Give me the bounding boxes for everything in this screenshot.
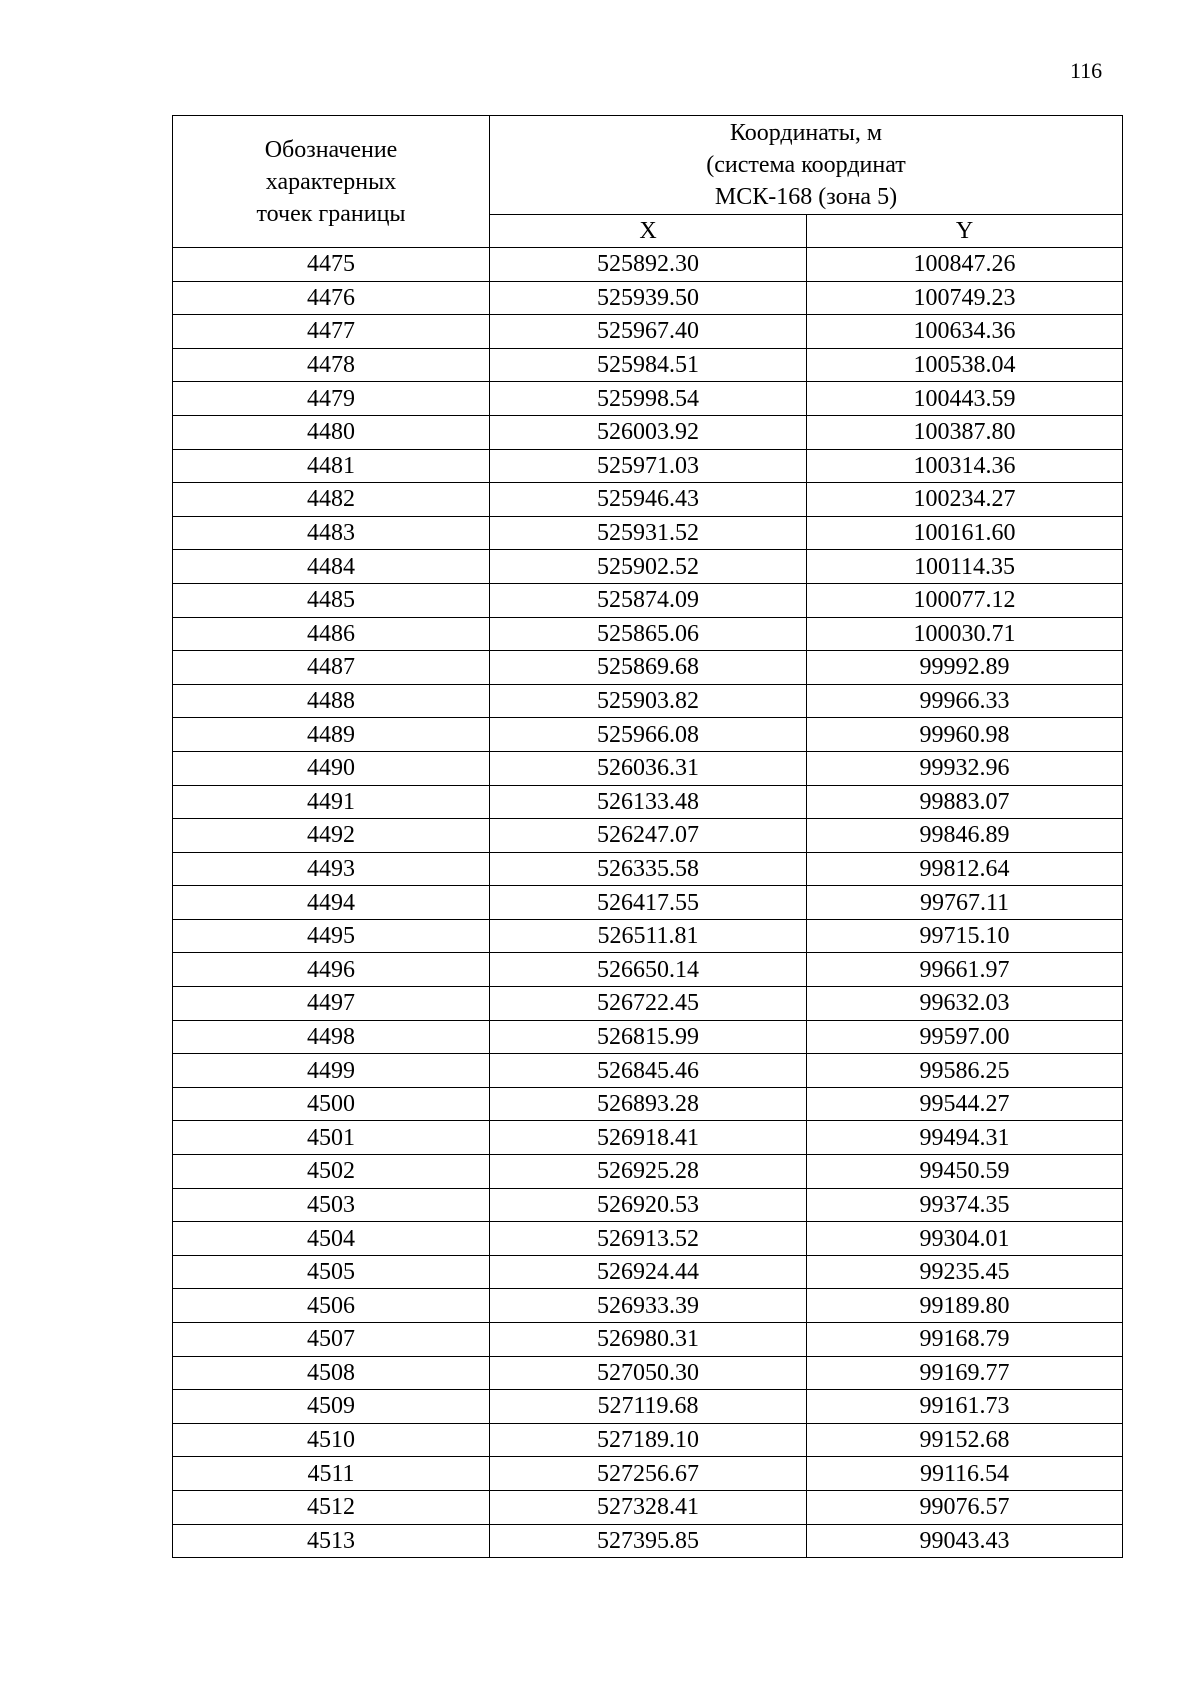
y-coordinate-cell: 99450.59	[807, 1155, 1123, 1189]
x-coordinate-cell: 525902.52	[490, 550, 807, 584]
y-column-header: Y	[807, 215, 1123, 248]
point-id-cell: 4499	[173, 1054, 490, 1088]
point-id-cell: 4503	[173, 1188, 490, 1222]
point-id-cell: 4509	[173, 1390, 490, 1424]
x-coordinate-cell: 525892.30	[490, 248, 807, 282]
table-row	[173, 819, 1123, 853]
x-coordinate-cell: 525946.43	[490, 483, 807, 517]
table-row	[173, 651, 1123, 685]
x-coordinate-cell: 526036.31	[490, 751, 807, 785]
y-coordinate-cell: 100161.60	[807, 516, 1123, 550]
y-coordinate-cell: 100030.71	[807, 617, 1123, 651]
y-coordinate-cell: 99812.64	[807, 852, 1123, 886]
x-column-header: X	[490, 215, 807, 248]
table-row	[173, 1020, 1123, 1054]
y-coordinate-cell: 100749.23	[807, 281, 1123, 315]
x-coordinate-cell: 526247.07	[490, 819, 807, 853]
point-id-cell: 4510	[173, 1423, 490, 1457]
point-id-cell: 4501	[173, 1121, 490, 1155]
point-id-cell: 4493	[173, 852, 490, 886]
x-coordinate-cell: 527328.41	[490, 1490, 807, 1524]
point-id-cell: 4480	[173, 415, 490, 449]
y-coordinate-cell: 99960.98	[807, 718, 1123, 752]
x-coordinate-cell: 526913.52	[490, 1222, 807, 1256]
point-id-cell: 4476	[173, 281, 490, 315]
x-coordinate-cell: 527189.10	[490, 1423, 807, 1457]
table-row	[173, 1390, 1123, 1424]
x-coordinate-cell: 525971.03	[490, 449, 807, 483]
point-id-cell: 4498	[173, 1020, 490, 1054]
y-coordinate-cell: 99076.57	[807, 1490, 1123, 1524]
point-id-cell: 4506	[173, 1289, 490, 1323]
table-row	[173, 1289, 1123, 1323]
point-id-cell: 4494	[173, 886, 490, 920]
coords-header-line-2: (система координат	[706, 152, 906, 178]
point-id-cell: 4485	[173, 583, 490, 617]
x-coordinate-cell: 527256.67	[490, 1457, 807, 1491]
y-coordinate-cell: 99661.97	[807, 953, 1123, 987]
x-coordinate-cell: 526925.28	[490, 1155, 807, 1189]
point-id-cell: 4500	[173, 1087, 490, 1121]
table-row	[173, 348, 1123, 382]
point-id-cell: 4487	[173, 651, 490, 685]
y-coordinate-cell: 99235.45	[807, 1255, 1123, 1289]
x-coordinate-cell: 526845.46	[490, 1054, 807, 1088]
table-row	[173, 987, 1123, 1021]
x-coordinate-cell: 526933.39	[490, 1289, 807, 1323]
coords-header-line-1: Координаты, м	[729, 120, 883, 146]
x-coordinate-cell: 526650.14	[490, 953, 807, 987]
table-row	[173, 1222, 1123, 1256]
table-row	[173, 449, 1123, 483]
point-id-cell: 4488	[173, 684, 490, 718]
y-coordinate-cell: 99715.10	[807, 919, 1123, 953]
table-row	[173, 550, 1123, 584]
x-coordinate-cell: 526722.45	[490, 987, 807, 1021]
x-coordinate-cell: 526980.31	[490, 1323, 807, 1357]
table-row	[173, 382, 1123, 416]
point-id-cell: 4502	[173, 1155, 490, 1189]
table-row	[173, 1323, 1123, 1357]
x-coordinate-cell: 526924.44	[490, 1255, 807, 1289]
table-row	[173, 852, 1123, 886]
point-id-cell: 4507	[173, 1323, 490, 1357]
point-header-line-3: точек границы	[256, 200, 406, 227]
y-coordinate-cell: 99494.31	[807, 1121, 1123, 1155]
table-row	[173, 919, 1123, 953]
x-coordinate-cell: 526003.92	[490, 415, 807, 449]
x-coordinate-cell: 526920.53	[490, 1188, 807, 1222]
x-coordinate-cell: 527395.85	[490, 1524, 807, 1558]
table-row	[173, 281, 1123, 315]
y-coordinate-cell: 99304.01	[807, 1222, 1123, 1256]
table-row	[173, 1524, 1123, 1558]
x-coordinate-cell: 525865.06	[490, 617, 807, 651]
y-coordinate-cell: 99189.80	[807, 1289, 1123, 1323]
point-id-cell: 4483	[173, 516, 490, 550]
point-id-cell: 4479	[173, 382, 490, 416]
x-coordinate-cell: 526417.55	[490, 886, 807, 920]
point-id-cell: 4484	[173, 550, 490, 584]
coordinates-header	[490, 116, 1123, 215]
table-row	[173, 1490, 1123, 1524]
table-row	[173, 415, 1123, 449]
table-row	[173, 1255, 1123, 1289]
y-coordinate-cell: 99043.43	[807, 1524, 1123, 1558]
y-coordinate-cell: 99632.03	[807, 987, 1123, 1021]
x-coordinate-cell: 525966.08	[490, 718, 807, 752]
y-coordinate-cell: 100077.12	[807, 583, 1123, 617]
table-row	[173, 516, 1123, 550]
x-coordinate-cell: 526815.99	[490, 1020, 807, 1054]
x-coordinate-cell: 525903.82	[490, 684, 807, 718]
table-row	[173, 1457, 1123, 1491]
y-coordinate-cell: 99544.27	[807, 1087, 1123, 1121]
header-row-main	[173, 116, 1123, 215]
table-row	[173, 1423, 1123, 1457]
y-coordinate-cell: 99152.68	[807, 1423, 1123, 1457]
table-row	[173, 751, 1123, 785]
point-id-cell: 4475	[173, 248, 490, 282]
point-id-cell: 4495	[173, 919, 490, 953]
x-coordinate-cell: 526918.41	[490, 1121, 807, 1155]
y-coordinate-cell: 100234.27	[807, 483, 1123, 517]
y-coordinate-cell: 100114.35	[807, 550, 1123, 584]
point-id-cell: 4496	[173, 953, 490, 987]
table-row	[173, 785, 1123, 819]
point-id-cell: 4489	[173, 718, 490, 752]
x-coordinate-cell: 526335.58	[490, 852, 807, 886]
point-id-cell: 4490	[173, 751, 490, 785]
x-coordinate-cell: 525874.09	[490, 583, 807, 617]
table-header	[173, 116, 1123, 248]
point-id-cell: 4477	[173, 315, 490, 349]
table-row	[173, 483, 1123, 517]
y-coordinate-cell: 99597.00	[807, 1020, 1123, 1054]
y-coordinate-cell: 99161.73	[807, 1390, 1123, 1424]
x-coordinate-cell: 527119.68	[490, 1390, 807, 1424]
x-coordinate-cell: 525967.40	[490, 315, 807, 349]
point-id-cell: 4505	[173, 1255, 490, 1289]
point-id-cell: 4491	[173, 785, 490, 819]
table-row	[173, 718, 1123, 752]
x-coordinate-cell: 526133.48	[490, 785, 807, 819]
coordinates-table	[172, 115, 1123, 1558]
x-coordinate-cell: 525939.50	[490, 281, 807, 315]
x-coordinate-cell: 526893.28	[490, 1087, 807, 1121]
point-id-cell: 4486	[173, 617, 490, 651]
table-row	[173, 1155, 1123, 1189]
table-row	[173, 315, 1123, 349]
point-id-cell: 4504	[173, 1222, 490, 1256]
y-coordinate-cell: 100847.26	[807, 248, 1123, 282]
y-coordinate-cell: 100443.59	[807, 382, 1123, 416]
x-coordinate-cell: 526511.81	[490, 919, 807, 953]
y-coordinate-cell: 99846.89	[807, 819, 1123, 853]
y-coordinate-cell: 99966.33	[807, 684, 1123, 718]
y-coordinate-cell: 100387.80	[807, 415, 1123, 449]
y-coordinate-cell: 100314.36	[807, 449, 1123, 483]
point-id-cell: 4497	[173, 987, 490, 1021]
point-id-cell: 4482	[173, 483, 490, 517]
y-coordinate-cell: 99116.54	[807, 1457, 1123, 1491]
table-body	[173, 248, 1123, 1558]
y-coordinate-cell: 99992.89	[807, 651, 1123, 685]
table-row	[173, 248, 1123, 282]
y-coordinate-cell: 99169.77	[807, 1356, 1123, 1390]
point-id-cell: 4508	[173, 1356, 490, 1390]
table-row	[173, 1188, 1123, 1222]
y-coordinate-cell: 99883.07	[807, 785, 1123, 819]
point-header-line-2: характерных	[265, 168, 397, 195]
table-row	[173, 1054, 1123, 1088]
point-header-line-1: Обозначение	[264, 136, 398, 163]
table-row	[173, 1087, 1123, 1121]
table-row	[173, 583, 1123, 617]
point-id-cell: 4511	[173, 1457, 490, 1491]
x-coordinate-cell: 525869.68	[490, 651, 807, 685]
point-id-cell: 4513	[173, 1524, 490, 1558]
point-id-cell: 4478	[173, 348, 490, 382]
y-coordinate-cell: 99374.35	[807, 1188, 1123, 1222]
table-row	[173, 1356, 1123, 1390]
table-row	[173, 617, 1123, 651]
y-coordinate-cell: 100538.04	[807, 348, 1123, 382]
table-row	[173, 886, 1123, 920]
y-coordinate-cell: 99168.79	[807, 1323, 1123, 1357]
point-id-cell: 4492	[173, 819, 490, 853]
point-id-cell: 4481	[173, 449, 490, 483]
x-coordinate-cell: 527050.30	[490, 1356, 807, 1390]
coords-header-line-3: МСК-168 (зона 5)	[714, 184, 898, 210]
point-designation-header	[173, 116, 490, 248]
table-row	[173, 953, 1123, 987]
table-row	[173, 1121, 1123, 1155]
page-number: 116	[1070, 58, 1103, 83]
x-coordinate-cell: 525984.51	[490, 348, 807, 382]
point-id-cell: 4512	[173, 1490, 490, 1524]
table-row	[173, 684, 1123, 718]
y-coordinate-cell: 100634.36	[807, 315, 1123, 349]
y-coordinate-cell: 99586.25	[807, 1054, 1123, 1088]
y-coordinate-cell: 99932.96	[807, 751, 1123, 785]
x-coordinate-cell: 525998.54	[490, 382, 807, 416]
y-coordinate-cell: 99767.11	[807, 886, 1123, 920]
x-coordinate-cell: 525931.52	[490, 516, 807, 550]
